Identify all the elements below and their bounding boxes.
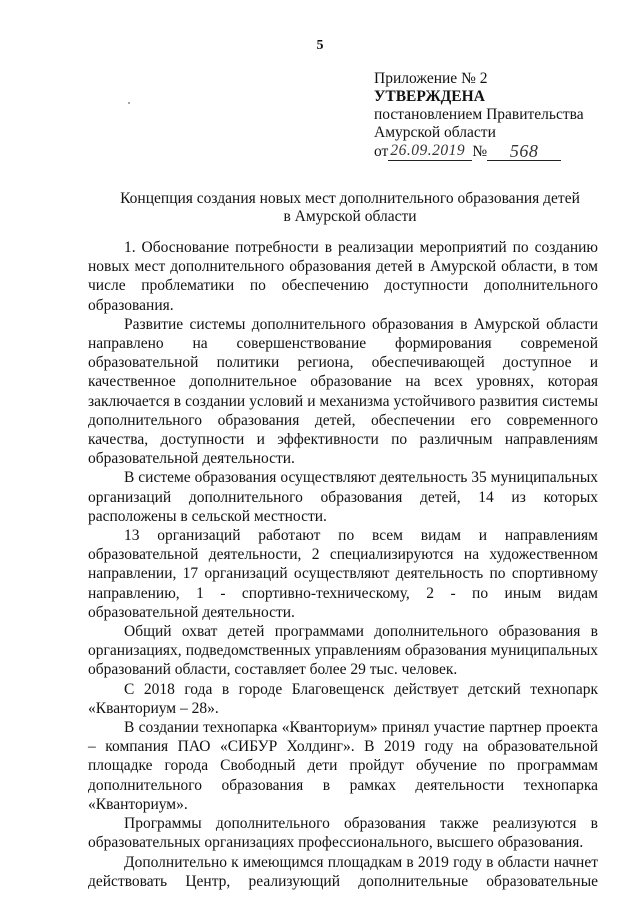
- handwritten-number: 568: [487, 142, 561, 161]
- paragraph-4: 13 организаций работают по всем видам и направлениям образовательной деятельности, 2 специализируются на художественном направлении, 17 организаций осуществляют деятельность по спортивному направлению, 1 - спортивно-техническому, 2 - по иным видам образовательной деятельности.: [88, 527, 598, 621]
- date-prefix: от: [374, 143, 389, 160]
- resolution-label: постановлением Правительства: [374, 106, 584, 123]
- approval-block: [374, 70, 614, 161]
- paragraph-2: Развитие системы дополнительного образования в Амурской области направлено на совершенствование формирования современой образовательной политики региона, обеспечивающей доступное и качественное дополнительное образование на всех уровнях, которая заключается в создании условий и механизма устойчивого развития системы дополнительного образования детей, обеспечении его современного качества, доступности и эффективности по различным направлениям образовательной деятельности.: [88, 315, 598, 468]
- paragraph-5: Общий охват детей программами дополнительного образования в организациях, подведомственных управлениям образования муниципальных образований области, составляет более 29 тыс. человек.: [88, 623, 598, 679]
- title-line-2: в Амурской области: [283, 208, 417, 225]
- handwritten-date: 26.09.2019: [388, 142, 472, 161]
- paragraph-6: С 2018 года в городе Благовещенск действует детский технопарк «Кванториум – 28».: [88, 680, 598, 717]
- appendix-label: Приложение № 2: [374, 70, 488, 87]
- date-number-line: [374, 142, 614, 161]
- title-line-1: Концепция создания новых мест дополнительного образования детей: [120, 190, 580, 207]
- paragraph-3: В системе образования осуществляют деятельность 35 муниципальных организаций дополнительного образования детей, 14 из которых расположены в сельской местности.: [88, 469, 598, 525]
- page-number: 5: [316, 38, 324, 53]
- document-body: [88, 238, 598, 891]
- paragraph-7: В создании технопарка «Кванториум» принял участие партнер проекта – компания ПАО «СИБУР Холдинг». В 2019 году на образовательной площадке города Свободный дети пройдут обучение по программам дополнительного образования в рамках деятельности технопарка «Кванториум».: [88, 719, 598, 813]
- paragraph-9: Дополнительно к имеющимся площадкам в 2019 году в области начнет действовать Центр, реализующий дополнительные образовательные: [88, 853, 598, 890]
- approved-label: УТВЕРЖДЕНА: [374, 88, 485, 105]
- paragraph-1: 1. Обоснование потребности в реализации мероприятий по созданию новых мест дополнительного образования детей в Амурской области, в том числе проблематики по обеспечению доступности дополнительного образования.: [88, 239, 598, 314]
- number-prefix: №: [472, 143, 488, 160]
- document-title: [90, 190, 610, 226]
- paragraph-8: Программы дополнительного образования также реализуются в образовательных организациях профессионального, высшего образования.: [88, 815, 598, 852]
- authority-label: Амурской области: [374, 124, 496, 141]
- scan-speck: [128, 102, 130, 104]
